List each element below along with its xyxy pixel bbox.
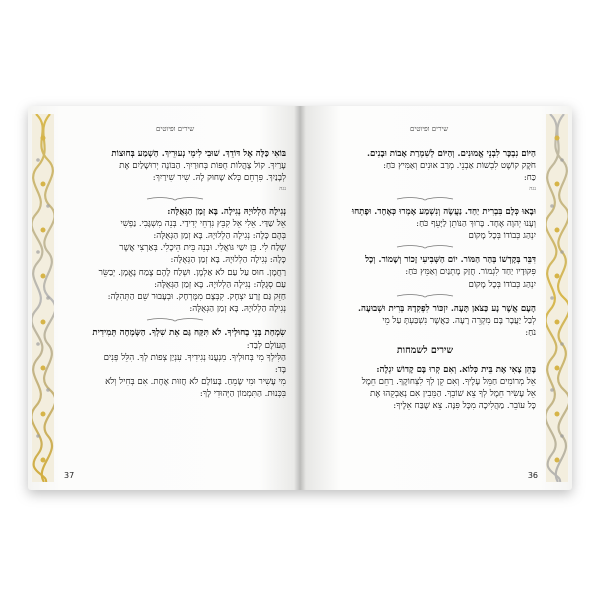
- verse-line: נְגִילָה הַלְלוּיָהּ. בָּא זְמַן הַגְּאֻלָּה:: [189, 304, 286, 315]
- page-number: 36: [527, 471, 538, 480]
- page-text: [64, 148, 286, 403]
- verse-paragraph: [64, 206, 286, 316]
- verse-line: פִּקּוּדָיו יַחַד לִגְמוֹר. חֲזַק מָתְנַיִם וְאַמֵּץ כֹּחַ:: [405, 267, 536, 278]
- page-text: [314, 148, 536, 414]
- verse-line: חֹקֶק קוֹשֶׁט לִבְשׁוֹת אַבְנֵי. מְרַב אוּנִים וְאַמִּיץ כֹּחַ:: [383, 161, 536, 172]
- ornamental-border-left: [32, 114, 54, 482]
- verse-line: לְבַל יַעֲבָר בָּם מִקְרֵה רָעָה. כַּאֲשֶׁר נִשְׁבַּעְתָּ עַל מֵי: [382, 316, 536, 327]
- book-gutter: [294, 106, 306, 490]
- left-page: [28, 106, 300, 490]
- verse-line: בּוֹאִי כַּלָּה אֶל דּוֹדֵךְ. שׁוּבִי לִימֵי נְעוּרֵיךְ. הַשְׁמַע בְּחוּצוֹת: [111, 149, 286, 159]
- verse-line: לְבָנַיִךְ. פִּרְחֵם כְּלֹא שָׁחוּק לָהּ. שִׁיר שִׁירַיִךְ:: [152, 173, 286, 184]
- verse-line: אֵל שַׁדַּי. אֵלִי אֵל קִבֵּץ נִדְחֵי יְדִידַי. בְּנֵה מִשְׁגָּבִי. נַפְשִׁי: [120, 218, 286, 229]
- tune-note: נגה: [279, 185, 286, 192]
- ornament-divider: [145, 317, 205, 323]
- verse-line: עָרַיִךְ. קוֹל צָהֳלוֹת חֻפּוֹת בְּחוּרַיִךְ. הַבּוֹנֶה יְרוּשָׁלַיִם אֶת: [119, 161, 286, 172]
- verse-line: הַיּוֹם נִבְכָּר לִבְנֵי אֱמוּנִים. וְהַיּוֹם לְשִׁמְרַת אָבוֹת וּבָנִים.: [367, 149, 536, 159]
- verse-line: שְׁלַח לִי. בֵּן יִשַׁי גּוֹאֲלִי. וּבְנֵה בֵּית הֵיכָלִי. בְּאַרְצִי אֲשֶׁר: [119, 243, 286, 254]
- running-head: שירים ופיוטים: [156, 125, 195, 133]
- verse-paragraph: [314, 254, 536, 291]
- verse-paragraph: [314, 364, 536, 413]
- verse-line: יִנְהַג כְּבוֹדוֹ בְּכָל מָקוֹם: [468, 279, 536, 290]
- verse-line: בָּד:: [274, 365, 286, 376]
- verse-line: רַחֲמָן. חוּס עַל עַם לֹא אַלְמָן. וּשְׁלַח לָהֶם צֶמַח נֶאֱמָן. יְבַשֵּׂר: [98, 267, 286, 278]
- verse-line: בָּהֵן צָאִי אֶת בֵּית כְּלוֹא. וְאִם קְרוּ בָּם קָדוֹשׁ יִגְלֶה:: [376, 364, 536, 375]
- verse-line: וְעָנוּ יְהוָה אֶחָד. בָּרוּךְ הַנּוֹתֵן לַיָּעֵף כֹּחַ:: [416, 218, 536, 229]
- verse-line: בִּכְּנוּת. הַתִּמְמוֹן הַיְּהוּדִי לָךְ:: [199, 389, 286, 400]
- verse-line: מִי עָשִׁיר וּמִי שָׂמֵחַ. בָּעוֹלָם לֹא חֲזוּת אֶחָת. אִם בְּחִיל וְלֹא: [105, 377, 286, 388]
- verse-line: כָּל עוֹבֵר. מַהֲלִיכָה מִכָּל פִּנָּה. צֵא שֶׁבַּח אֵלֶיךָ:: [393, 401, 536, 412]
- verse-line: נֹחַ:: [525, 328, 536, 339]
- verse-line: עַם סְגֻלָּה: נְגִילָה הַלְלוּיָהּ. בָּא זְמַן הַגְּאֻלָּה:: [154, 279, 286, 290]
- verse-paragraph: [314, 206, 536, 243]
- verse-line: נְגִילָה הַלְלוּיָהּ נְגִילָה. בָּא זְמַן הַגְּאֻלָּה:: [167, 206, 286, 217]
- ornamental-border-right: [546, 114, 568, 482]
- verse-line: הָעוֹלָם לְבַד:: [246, 340, 286, 351]
- ornament-divider: [395, 196, 455, 202]
- verse-paragraph: [314, 303, 536, 340]
- verse-line: דִּבֵּר בְּקָדְשׁוֹ בְּהַר הַמּוֹר. יוֹם הַשְּׁבִיעִי זָכוֹר וְשָׁמוֹר. וְכָל: [365, 255, 536, 266]
- verse-line: וּבָאוּ כְּלָם בִּבְרִית יַחַד. נַעֲשֶׂה וְנִשְׁמַע אָמְרוּ כְּאֶחָד. וּפָתְחוּ: [351, 206, 536, 217]
- verse-line: בְּהֶם כָּלָה: נְגִילָה הַלְלוּיָהּ. בָּא זְמַן הַגְּאֻלָּה:: [153, 231, 286, 242]
- verse-line: הַלִּילְךָ מִי בְּחוּלְיךָ. מִנְעֲנוּ נְגִידִיךָ. עִנְיַן צְפוֹת לְךָ. הִלֵּל פְּנִים: [103, 352, 286, 363]
- right-page: [300, 106, 572, 490]
- ornament-divider: [145, 196, 205, 202]
- verse-paragraph: [64, 148, 286, 194]
- verse-line: אֵל עָשִׂיר חֵמֶל לְךָ צֵא שׁוֹבֵךְ. הַמֵּבִין אִם נְאַבְקֵהוּ אֶת: [369, 389, 536, 400]
- open-booklet: [28, 106, 572, 490]
- verse-line: כַּח:: [523, 173, 536, 184]
- verse-line: אֵל מְרוֹמִים חַמֵּל עָלֶיךָ. וְאִם קֵן לְךָ לִצְּחוֹקֶךָ. רַחֵם חֵמֶל: [361, 376, 536, 387]
- running-head: שירים ופיוטים: [410, 125, 449, 133]
- verse-line: יִנְהַג כְּבוֹדוֹ בְּכָל מָקוֹם: [468, 231, 536, 242]
- verse-line: חַזֵּק גַּם זֶרַע יִצְחָק. קִבְּצָם מִמֶּרְחָק. וּבְעָבוּר שֵׁם הַתְּהִלָּה:: [107, 292, 286, 303]
- verse-line: כָּלָה: נְגִילָה הַלְלוּיָהּ. בָּא זְמַן הַגְּאֻלָּה:: [170, 255, 286, 266]
- verse-line: הָעָם אֲשֶׁר נָע כַּצֹּאן תָּעָה. יִזְכּוֹר לִפְקִדָהּ בְּרִית וּשְׁבוּעָה.: [358, 303, 536, 314]
- section-title: שירים לשמחות: [396, 345, 454, 357]
- ornament-divider: [395, 244, 455, 250]
- page-number: 37: [64, 471, 75, 480]
- verse-line: שִׂמְחַת בְּנֵי בְחוּלְיךָ. לֹא תִּקַּח גַּם אֵת שִׁלְךָ. הַשְּׂמְחָה תְּמִידִית: [92, 328, 286, 339]
- tune-note: נגה: [529, 185, 536, 192]
- ornament-divider: [395, 293, 455, 299]
- verse-paragraph: [64, 327, 286, 400]
- verse-paragraph: [314, 148, 536, 194]
